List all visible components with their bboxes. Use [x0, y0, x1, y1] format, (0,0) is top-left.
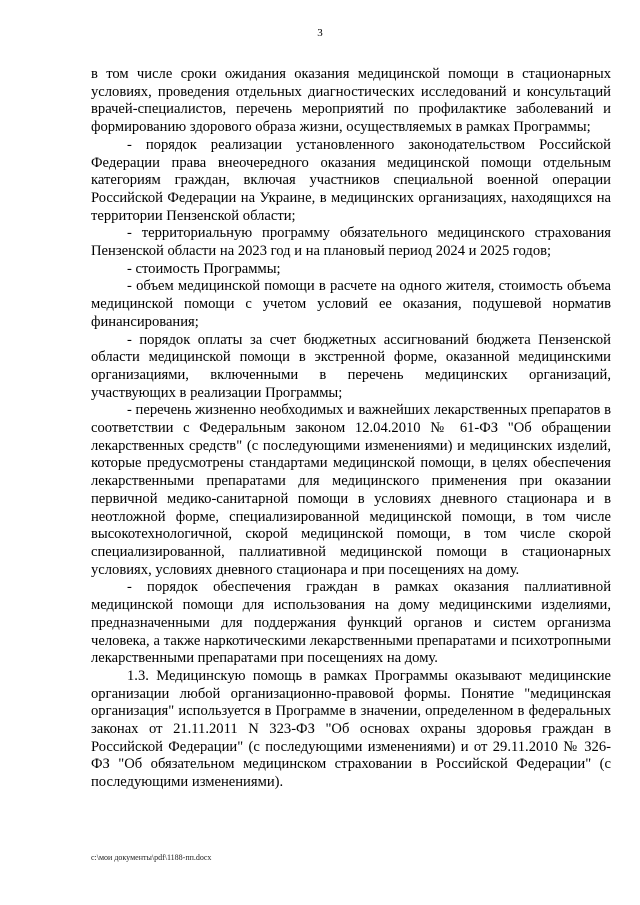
paragraph-care-volume: - объем медицинской помощи в расчете на одного жителя, стоимость объема медицинской помощи с учетом условий ее оказания, подушевой норматив финансирования; — [91, 278, 611, 330]
paragraph-program-cost: - стоимость Программы; — [127, 260, 281, 277]
page-number: 3 — [317, 27, 323, 39]
paragraph-palliative-provision: - порядок обеспечения граждан в рамках оказания паллиативной медицинской помощи для использования на дому медицинскими изделиями, предназначенными для поддержания функций органов и систем организма человека, а также наркотическими лекарственными препаратами и психотропными лекарственными препаратами при посещениях на дому. — [91, 579, 611, 667]
paragraph-essential-drugs-list: - перечень жизненно необходимых и важнейших лекарственных препаратов в соответствии с Федеральным законом 12.04.2010 № 61-ФЗ "Об обращении лекарственных средств" (с последующими изменениями) и медицинских изделий, которые предусмотрены стандартами медицинской помощи, в целях обеспечения лекарственными препаратами для медицинского применения при оказании первичной медико-санитарной помощи в условиях дневного стационара и в неотложной форме, специализированной медицинской помощи, в том числе высокотехнологичной, скорой медицинской помощи, в том числе скорой специализированной, паллиативной медицинской помощи в стационарных условиях, условиях дневного стационара и при посещениях на дому. — [91, 402, 611, 578]
paragraph-section-1-3: 1.3. Медицинскую помощь в рамках Программы оказывают медицинские организации любой организационно-правовой формы. Понятие "медицинская организация" используется в Программе в значении, определенном в федеральных законах от 21.11.2011 N 323-ФЗ "Об основах охраны здоровья граждан в Российской Федерации" (с последующими изменениями) и от 29.11.2010 № 326-ФЗ "Об обязательном медицинском страховании в Российской Федерации" (с последующими изменениями). — [91, 667, 611, 791]
paragraph-payment-order: - порядок оплаты за счет бюджетных ассигнований бюджета Пензенской области медицинской помощи в экстренной форме, оказанной медицинскими организациями, включенными в перечень медицинских организаций, участвующих в реализации Программы; — [91, 331, 611, 401]
footer-file-path: c:\мои документы\pdf\1188-пп.docx — [91, 853, 212, 862]
paragraph-extraordinary-care-order: - порядок реализации установленного законодательством Российской Федерации права внеочередного оказания медицинской помощи отдельным категориям граждан, включая участников специальной военной операции Российской Федерации на Украине, в медицинских организациях, находящихся на территории Пензенской области; — [91, 136, 611, 224]
document-body — [91, 66, 611, 792]
paragraph-omi-territorial-program: - территориальную программу обязательного медицинского страхования Пензенской области на 2023 год и на плановый период 2024 и 2025 годов; — [91, 225, 611, 260]
paragraph-continuation: в том числе сроки ожидания оказания медицинской помощи в стационарных условиях, проведения отдельных диагностических исследований и консультаций врачей-специалистов, перечень мероприятий по профилактике заболеваний и формированию здорового образа жизни, осуществляемых в рамках Программы; — [91, 66, 611, 136]
